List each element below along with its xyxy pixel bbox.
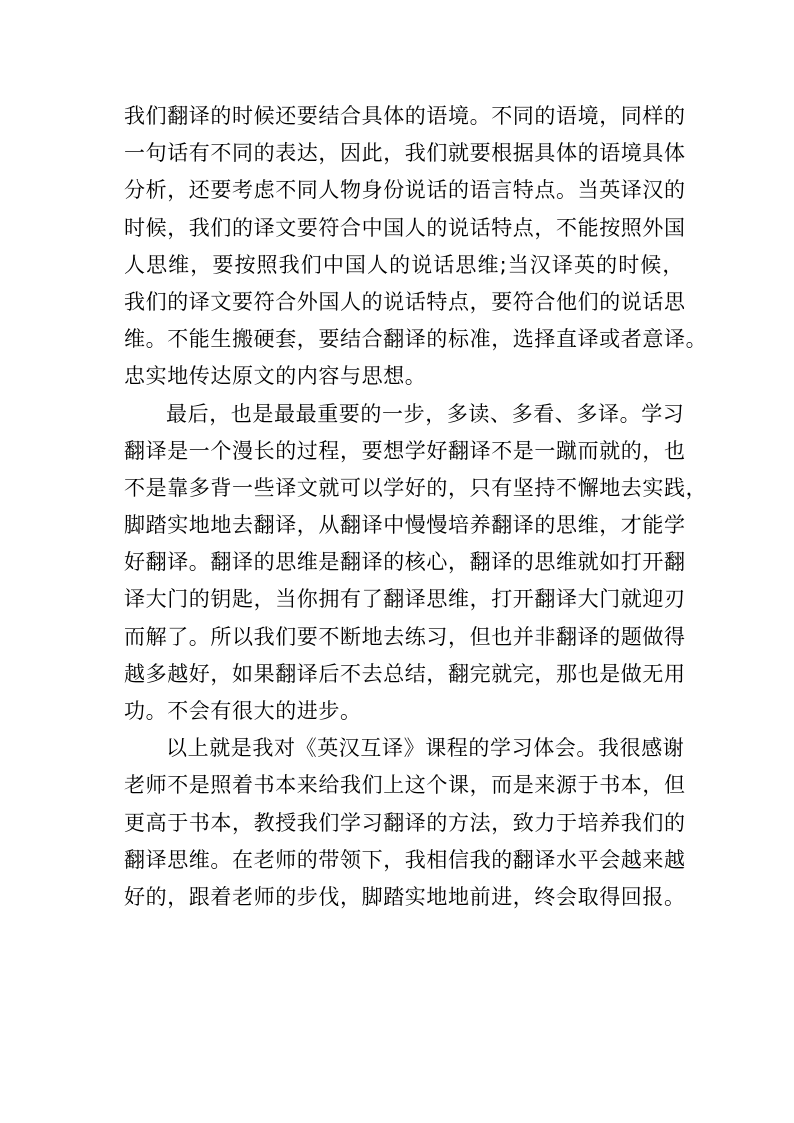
paragraph-1 bbox=[124, 98, 708, 396]
text-line: 我们的译文要符合外国人的说话特点，要符合他们的说话思 bbox=[124, 289, 686, 314]
text-line: 功。不会有很大的进步。 bbox=[124, 699, 362, 723]
text-line: 更高于书本，教授我们学习翻译的方法，致力于培养我们的 bbox=[124, 810, 686, 835]
text-line: 译大门的钥匙，当你拥有了翻译思维，打开翻译大门就迎刃 bbox=[124, 587, 686, 612]
text-line: 忠实地传达原文的内容与思想。 bbox=[124, 364, 427, 389]
text-line: 好的，跟着老师的步伐，脚踏实地地前进，终会取得回报。 bbox=[124, 884, 686, 909]
text-line: 好翻译。翻译的思维是翻译的核心，翻译的思维就如打开翻 bbox=[124, 550, 686, 575]
text-line: 我们翻译的时候还要结合具体的语境。不同的语境，同样的 bbox=[124, 104, 686, 128]
text-line: 而解了。所以我们要不断地去练习，但也并非翻译的题做得 bbox=[124, 624, 686, 649]
text-line: 以上就是我对《英汉互译》课程的学习体会。我很感谢 bbox=[166, 736, 685, 761]
text-line: 分析，还要考虑不同人物身份说话的语言特点。当英译汉的 bbox=[124, 178, 686, 203]
text-line: 人思维，要按照我们中国人的说话思维;当汉译英的时候， bbox=[124, 252, 684, 277]
text-line: 一句话有不同的表达，因此，我们就要根据具体的语境具体 bbox=[124, 141, 686, 166]
text-line: 越多越好，如果翻译后不去总结，翻完就完，那也是做无用 bbox=[124, 661, 686, 686]
text-line: 时候，我们的译文要符合中国人的说话特点，不能按照外国 bbox=[124, 215, 686, 240]
text-line: 老师不是照着书本来给我们上这个课，而是来源于书本，但 bbox=[124, 773, 686, 798]
text-line: 脚踏实地地去翻译，从翻译中慢慢培养翻译的思维，才能学 bbox=[124, 513, 686, 538]
text-line: 翻译是一个漫长的过程，要想学好翻译不是一蹴而就的，也 bbox=[124, 438, 686, 463]
text-line: 维。不能生搬硬套，要结合翻译的标准，选择直译或者意译。 bbox=[124, 327, 708, 352]
text-line: 翻译思维。在老师的带领下，我相信我的翻译水平会越来越 bbox=[124, 847, 686, 872]
paragraph-3 bbox=[124, 730, 684, 916]
text-line: 不是靠多背一些译文就可以学好的，只有坚持不懈地去实践， bbox=[124, 475, 708, 500]
text-line: 最后，也是最最重要的一步，多读、多看、多译。学习 bbox=[166, 401, 685, 426]
paragraph-2 bbox=[124, 396, 708, 731]
document-body bbox=[124, 98, 708, 916]
